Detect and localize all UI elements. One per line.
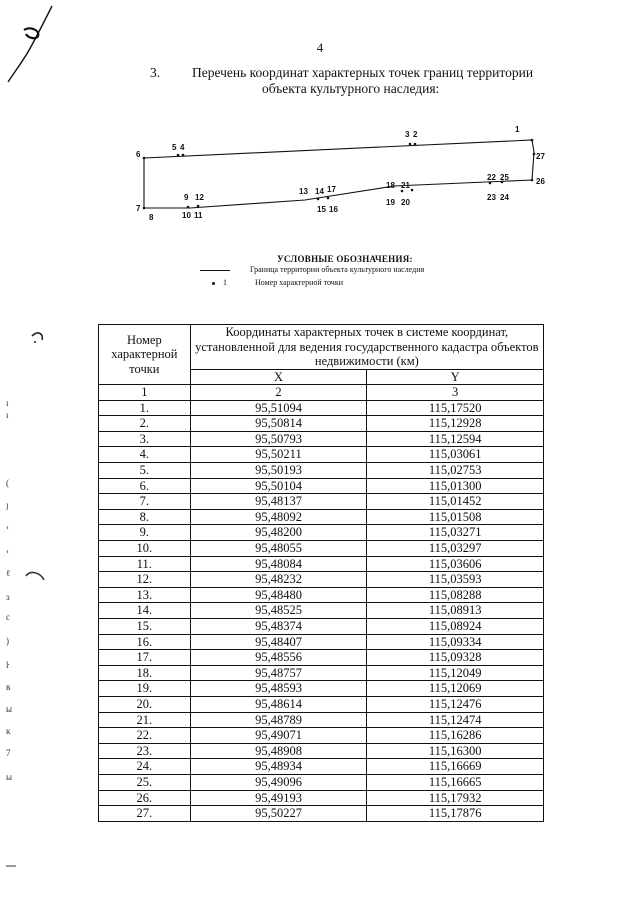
- table-cell: 115,12928: [367, 416, 544, 432]
- table-row: [99, 665, 544, 681]
- table-cell: 2: [190, 385, 367, 401]
- table-row: [99, 681, 544, 697]
- diagram-label: 13: [299, 187, 308, 196]
- diagram-label: 23: [487, 193, 496, 202]
- table-row: [99, 525, 544, 541]
- diagram-label: 14: [315, 187, 324, 196]
- table-row: [99, 400, 544, 416]
- table-cell: 25.: [99, 774, 191, 790]
- table-cell: 1: [99, 385, 191, 401]
- table-cell: 19.: [99, 681, 191, 697]
- diagram-label: 19: [386, 198, 395, 207]
- table-cell: 115,09328: [367, 650, 544, 666]
- table-cell: 3: [367, 385, 544, 401]
- legend-boundary-label: Граница территории объекта культурного наследия: [250, 265, 425, 274]
- table-cell: 115,12594: [367, 431, 544, 447]
- table-cell: 95,50104: [190, 478, 367, 494]
- table-cell: 115,01508: [367, 509, 544, 525]
- table-cell: 95,48137: [190, 494, 367, 510]
- table-cell: 115,03593: [367, 572, 544, 588]
- table-cell: 24.: [99, 759, 191, 775]
- diagram-label: 8: [149, 213, 154, 222]
- legend-row-point: [200, 278, 343, 288]
- table-cell: 22.: [99, 728, 191, 744]
- header-y: Y: [367, 369, 544, 385]
- legend-point-label: Номер характерной точки: [255, 278, 343, 287]
- table-cell: 15.: [99, 619, 191, 635]
- table-cell: 115,16665: [367, 774, 544, 790]
- diagram-label: 9: [184, 193, 189, 202]
- table-cell: 9.: [99, 525, 191, 541]
- coordinates-table: [98, 324, 544, 822]
- table-cell: 12.: [99, 572, 191, 588]
- table-row: [99, 806, 544, 822]
- table-cell: 95,48200: [190, 525, 367, 541]
- diagram-label: 27: [536, 152, 545, 161]
- table-cell: 115,17932: [367, 790, 544, 806]
- table-cell: 20.: [99, 696, 191, 712]
- table-row: [99, 478, 544, 494]
- table-row: [99, 463, 544, 479]
- table-cell: 1.: [99, 400, 191, 416]
- table-cell: 21.: [99, 712, 191, 728]
- table-cell: 115,12049: [367, 665, 544, 681]
- table-row: [99, 509, 544, 525]
- table-cell: 95,48789: [190, 712, 367, 728]
- table-header-row: [99, 325, 544, 370]
- table-cell: 95,48934: [190, 759, 367, 775]
- table-cell: 115,16669: [367, 759, 544, 775]
- table-cell: 115,09334: [367, 634, 544, 650]
- table-row: [99, 790, 544, 806]
- table-row: [99, 743, 544, 759]
- table-cell: 11.: [99, 556, 191, 572]
- diagram-label: 6: [136, 150, 141, 159]
- table-cell: 115,03061: [367, 447, 544, 463]
- table-row: [99, 447, 544, 463]
- table-cell: 16.: [99, 634, 191, 650]
- table-cell: 115,12474: [367, 712, 544, 728]
- legend-row-boundary: [200, 265, 424, 275]
- table-row: [99, 650, 544, 666]
- table-cell: 18.: [99, 665, 191, 681]
- table-cell: 27.: [99, 806, 191, 822]
- header-point-number: Номер характерной точки: [99, 325, 191, 385]
- diagram-label: 12: [195, 193, 204, 202]
- diagram-label: 2: [413, 130, 418, 139]
- table-cell: 95,48480: [190, 587, 367, 603]
- diagram-label: 1: [515, 125, 520, 134]
- table-cell: 26.: [99, 790, 191, 806]
- table-cell: 23.: [99, 743, 191, 759]
- table-cell: 115,16286: [367, 728, 544, 744]
- diagram-label: 25: [500, 173, 509, 182]
- diagram-label: 5: [172, 143, 177, 152]
- diagram-label: 22: [487, 173, 496, 182]
- table-row: [99, 587, 544, 603]
- table-cell: 95,48908: [190, 743, 367, 759]
- table-cell: 95,48084: [190, 556, 367, 572]
- table-cell: 95,48232: [190, 572, 367, 588]
- header-coordinates: Координаты характерных точек в системе координат, установленной для ведения государственного кадастра объектов недвижимости (км): [190, 325, 543, 370]
- territory-boundary-diagram: [120, 120, 560, 230]
- left-margin-marks: ı ı ( ȷ ‹ ‹ ℓ ɜ c ) ŀ в ы к 7 ы: [6, 398, 13, 782]
- table-cell: 115,12476: [367, 696, 544, 712]
- table-cell: 115,02753: [367, 463, 544, 479]
- table-row: [99, 494, 544, 510]
- table-row: [99, 712, 544, 728]
- table-cell: 95,50227: [190, 806, 367, 822]
- legend-dot-number: 1: [223, 278, 227, 287]
- table-cell: 95,50814: [190, 416, 367, 432]
- table-cell: 95,50793: [190, 431, 367, 447]
- table-cell: 95,48593: [190, 681, 367, 697]
- table-row: [99, 696, 544, 712]
- table-row: [99, 603, 544, 619]
- table-cell: 115,08924: [367, 619, 544, 635]
- heading-line-2: объекта культурного наследия:: [262, 81, 440, 96]
- table-cell: 95,48757: [190, 665, 367, 681]
- diagram-label: 24: [500, 193, 509, 202]
- table-cell: 8.: [99, 509, 191, 525]
- diagram-label: 11: [194, 211, 203, 220]
- table-cell: 115,03297: [367, 541, 544, 557]
- table-cell: 3.: [99, 431, 191, 447]
- boundary-line-swatch: [200, 270, 230, 271]
- diagram-label: 3: [405, 130, 410, 139]
- table-cell: 115,08288: [367, 587, 544, 603]
- table-cell: 115,12069: [367, 681, 544, 697]
- page-number: 4: [316, 40, 324, 55]
- table-cell: 95,48614: [190, 696, 367, 712]
- table-cell: 115,03606: [367, 556, 544, 572]
- table-row: [99, 431, 544, 447]
- diagram-label: 7: [136, 204, 141, 213]
- diagram-label: 26: [536, 177, 545, 186]
- table-cell: 10.: [99, 541, 191, 557]
- table-cell: 115,17876: [367, 806, 544, 822]
- table-index-row: [99, 385, 544, 401]
- table-cell: 95,50211: [190, 447, 367, 463]
- diagram-label: 15: [317, 205, 326, 214]
- table-cell: 115,01300: [367, 478, 544, 494]
- point-dot-swatch: [212, 282, 215, 285]
- legend-title: УСЛОВНЫЕ ОБОЗНАЧЕНИЯ:: [277, 254, 413, 264]
- table-cell: 95,51094: [190, 400, 367, 416]
- table-cell: 95,49071: [190, 728, 367, 744]
- table-cell: 95,50193: [190, 463, 367, 479]
- table-row: [99, 774, 544, 790]
- diagram-label: 17: [327, 185, 336, 194]
- table-cell: 115,17520: [367, 400, 544, 416]
- table-cell: 95,48092: [190, 509, 367, 525]
- table-cell: 95,48525: [190, 603, 367, 619]
- table-row: [99, 634, 544, 650]
- table-cell: 115,16300: [367, 743, 544, 759]
- table-cell: 95,49096: [190, 774, 367, 790]
- table-cell: 95,48374: [190, 619, 367, 635]
- table-cell: 95,48055: [190, 541, 367, 557]
- table-cell: 13.: [99, 587, 191, 603]
- table-row: [99, 728, 544, 744]
- table-cell: 2.: [99, 416, 191, 432]
- table-row: [99, 416, 544, 432]
- table-cell: 115,03271: [367, 525, 544, 541]
- diagram-label: 4: [180, 143, 185, 152]
- table-cell: 95,48407: [190, 634, 367, 650]
- table-cell: 4.: [99, 447, 191, 463]
- diagram-label: 18: [386, 181, 395, 190]
- table-cell: 95,49193: [190, 790, 367, 806]
- table-row: [99, 541, 544, 557]
- table-row: [99, 619, 544, 635]
- table-cell: 14.: [99, 603, 191, 619]
- section-number: 3.: [150, 65, 161, 80]
- table-row: [99, 759, 544, 775]
- table-cell: 5.: [99, 463, 191, 479]
- table-cell: 7.: [99, 494, 191, 510]
- table-row: [99, 572, 544, 588]
- diagram-label: 10: [182, 211, 191, 220]
- heading-line-1: Перечень координат характерных точек границ территории: [192, 65, 534, 80]
- diagram-label: 20: [401, 198, 410, 207]
- table-cell: 115,08913: [367, 603, 544, 619]
- table-cell: 17.: [99, 650, 191, 666]
- diagram-label: 16: [329, 205, 338, 214]
- table-cell: 95,48556: [190, 650, 367, 666]
- table-cell: 6.: [99, 478, 191, 494]
- header-x: X: [190, 369, 367, 385]
- table-row: [99, 556, 544, 572]
- diagram-label: 21: [401, 181, 410, 190]
- table-cell: 115,01452: [367, 494, 544, 510]
